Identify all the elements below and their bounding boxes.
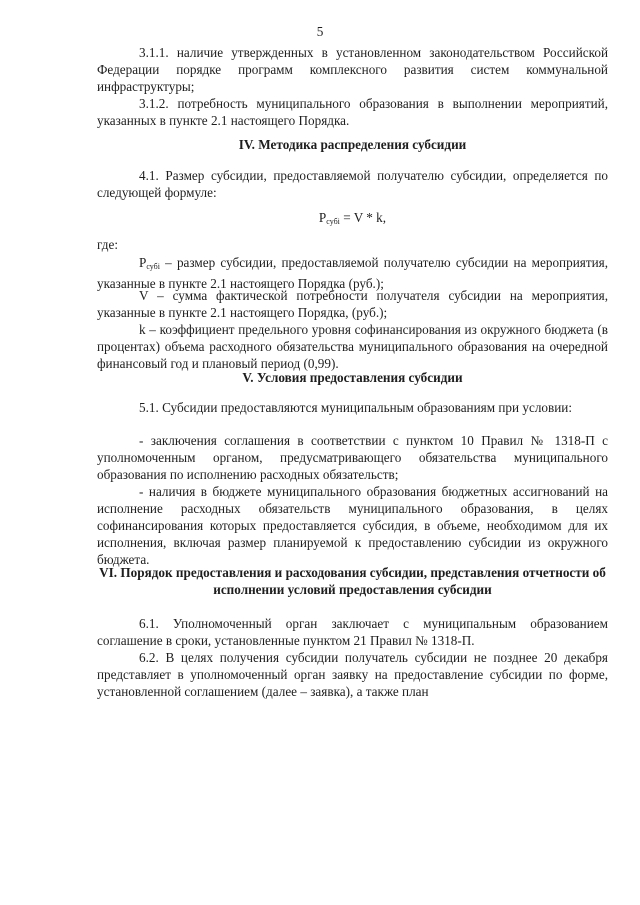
condition-agreement [97, 433, 608, 484]
paragraph-text: 3.1.1. наличие утвержденных в установленном законодательством Российской Федерации порядке программ комплексного развития систем коммунальной инфраструктуры; [97, 45, 608, 94]
section-heading: V. Условия предоставления субсидии [242, 370, 463, 385]
paragraph-text: k – коэффициент предельного уровня софинансирования из окружного бюджета (в процентах) объема расходного обязательства муниципального образования на очередной финансовый год и плановый период (0,99). [97, 322, 608, 371]
paragraph-text: 5.1. Субсидии предоставляются муниципальным образованиям при условии: [139, 400, 573, 415]
paragraph-text: - наличия в бюджете муниципального образования бюджетных ассигнований на исполнение расходных обязательств муниципального образования, в целях софинансирования которых предоставляется субсидия, в объеме, необходимом для их исполнения, включая размер планируемой к предоставлению субсидии из окружного бюджета. [97, 484, 608, 567]
section-heading-v [97, 370, 608, 387]
section-heading: IV. Методика распределения субсидии [238, 137, 467, 152]
paragraph-6-1 [97, 616, 608, 650]
formula-subscript: субi [326, 217, 340, 226]
paragraph-text: 4.1. Размер субсидии, предоставляемой получателю субсидии, определяется по следующей формуле: [97, 168, 608, 200]
section-heading: VI. Порядок предоставления и расходования субсидии, представления отчетности об исполнении условий предоставления субсидии [99, 565, 606, 597]
section-heading-vi [97, 565, 608, 599]
paragraph-4-1 [97, 168, 608, 202]
paragraph-3-1-1 [97, 45, 608, 96]
paragraph-text: 3.1.2. потребность муниципального образования в выполнении мероприятий, указанных в пункте 2.1 настоящего Порядка. [97, 96, 608, 128]
formula-symbol: P [318, 210, 327, 225]
formula-symbol: P [139, 255, 147, 270]
formula-subscript: субi [146, 262, 160, 271]
paragraph-text: где: [97, 237, 118, 252]
condition-budget [97, 484, 608, 569]
paragraph-5-1 [97, 400, 608, 417]
paragraph-text: - заключения соглашения в соответствии с пунктом 10 Правил № 1318-П с уполномоченным органом, предусматривающего обязательства муниципального образования по исполнению расходных обязательств; [97, 433, 608, 482]
paragraph-text: V – сумма фактической потребности получателя субсидии на мероприятия, указанные в пункте 2.1 настоящего Порядка, (руб.); [97, 288, 608, 320]
paragraph-6-2 [97, 650, 608, 701]
formula-rest: = V * k, [339, 210, 387, 225]
formula [97, 210, 608, 231]
definition-v [97, 288, 608, 322]
paragraph-text: 6.1. Уполномоченный орган заключает с муниципальным образованием соглашение в сроки, установленные пунктом 21 Правил № 1318-П. [97, 616, 608, 648]
definition-k [97, 322, 608, 373]
where-label [97, 237, 608, 254]
definition-text: – размер субсидии, предоставляемой получателю субсидии на мероприятия, указанные в пункте 2.1 настоящего Порядка (руб.); [97, 255, 608, 291]
paragraph-text: 6.2. В целях получения субсидии получатель субсидии не позднее 20 декабря представляет в уполномоченный орган заявку на предоставление субсидии по форме, установленной соглашением (далее – заявка), а также план [97, 650, 608, 699]
page-number: 5 [316, 24, 324, 39]
paragraph-3-1-2 [97, 96, 608, 130]
section-heading-iv [97, 137, 608, 154]
